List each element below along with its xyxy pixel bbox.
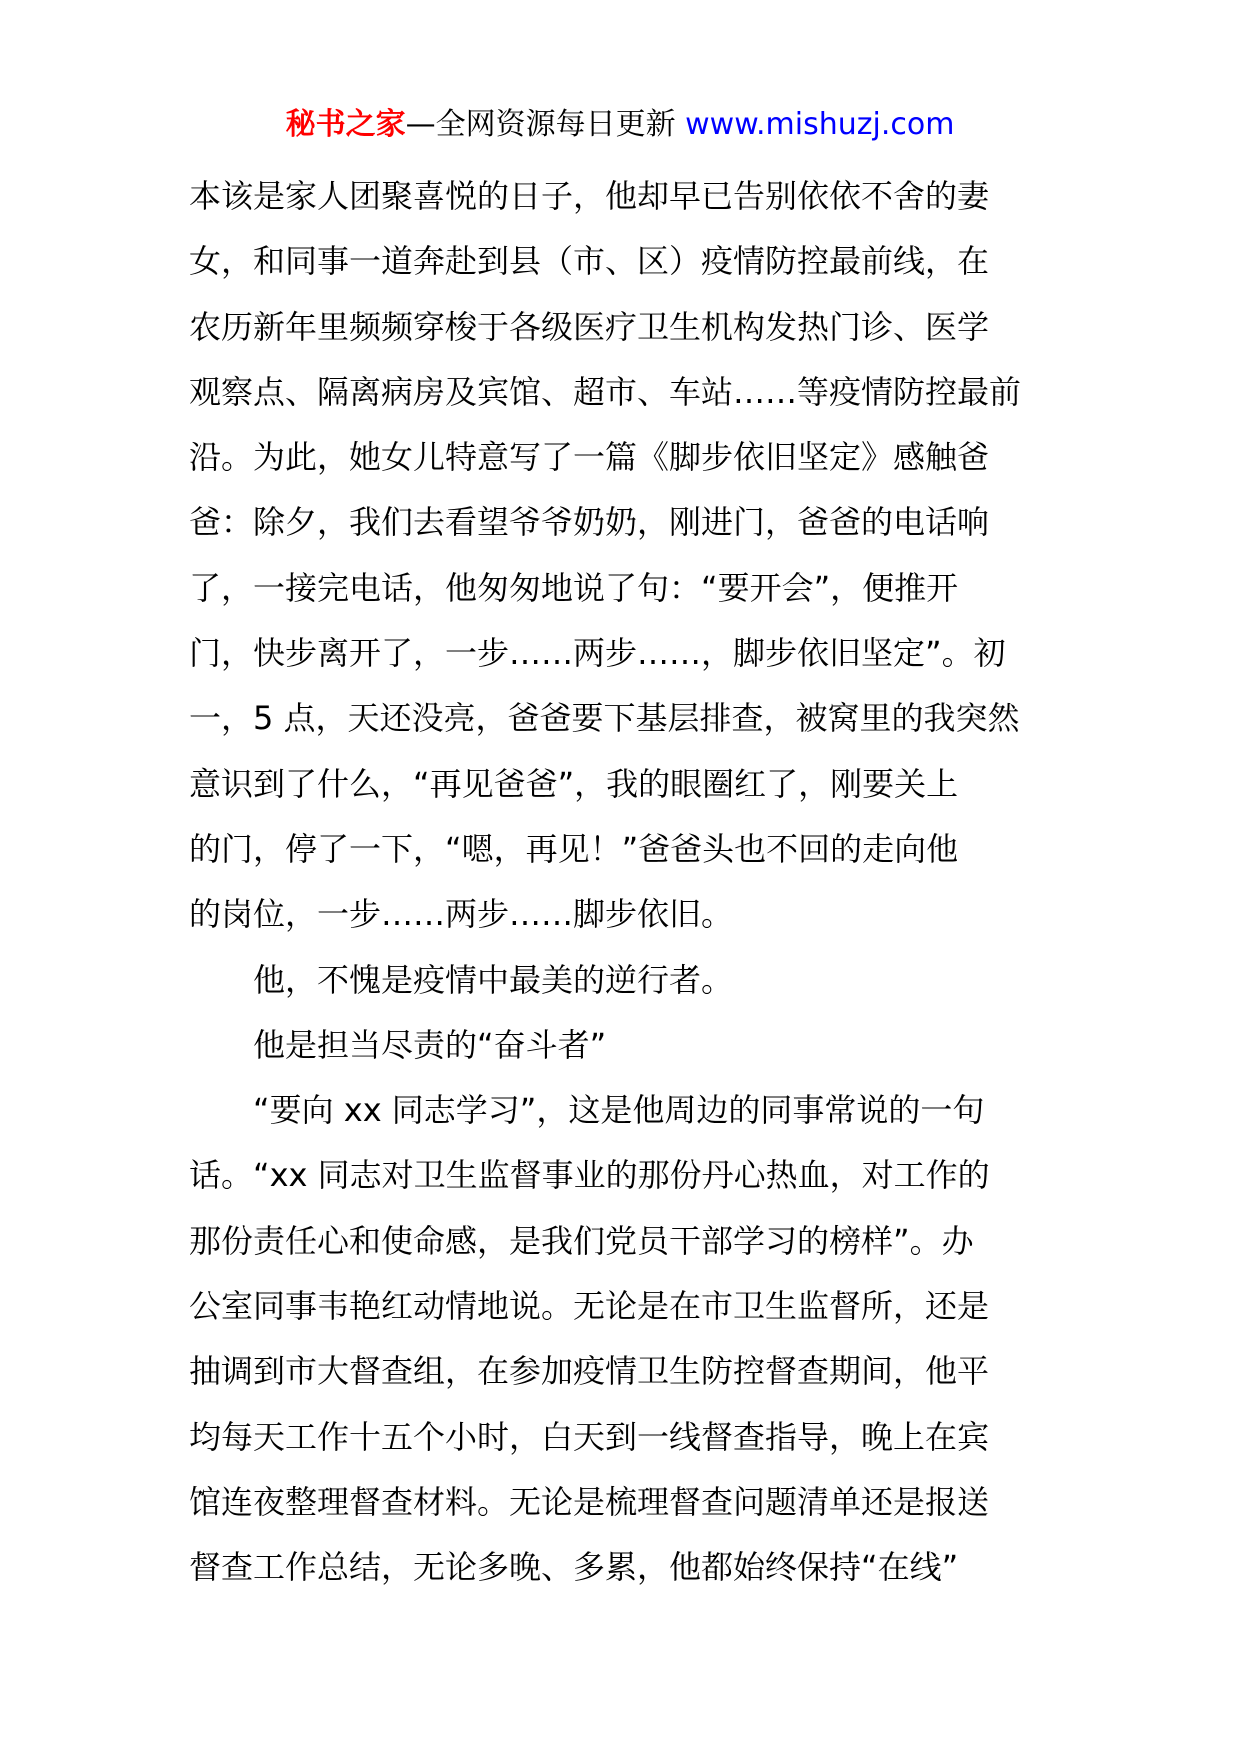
page-header [0,103,1240,147]
site-url-link[interactable]: www.mishuzj.com [685,107,955,142]
text-line: 观察点、隔离病房及宾馆、超市、车站……等疫情防控最前 [189,372,1022,411]
text-line: 他是担当尽责的“奋斗者” [253,1025,607,1064]
text-line: 农历新年里频频穿梭于各级医疗卫生机构发热门诊、医学 [189,307,990,346]
text-line: 沿。为此，她女儿特意写了一篇《脚步依旧坚定》感触爸 [189,438,990,477]
text-line: 话。“xx 同志对卫生监督事业的那份丹心热血，对工作的 [189,1156,990,1195]
text-line: 馆连夜整理督查材料。无论是梳理督查问题清单还是报送 [189,1482,990,1521]
text-line: 那份责任心和使命感，是我们党员干部学习的榜样”。办 [189,1221,974,1260]
text-line: 抽调到市大督查组，在参加疫情卫生防控督查期间，他平 [189,1352,990,1391]
text-line: 的岗位，一步……两步……脚步依旧。 [189,895,734,934]
text-line: 爸：除夕，我们去看望爷爷奶奶，刚进门，爸爸的电话响 [189,503,990,542]
document-body [189,164,1059,1601]
text-line: 他，不愧是疫情中最美的逆行者。 [253,960,734,999]
text-line: 门，快步离开了，一步……两步……，脚步依旧坚定”。初 [189,634,1006,673]
header-tagline: —全网资源每日更新 [405,107,676,142]
text-line: 女，和同事一道奔赴到县（市、区）疫情防控最前线，在 [189,242,990,281]
text-line: 意识到了什么，“再见爸爸”，我的眼圈红了，刚要关上 [189,764,959,803]
text-line: 一，5 点，天还没亮，爸爸要下基层排查，被窝里的我突然 [189,699,1020,738]
text-line: 均每天工作十五个小时，白天到一线督查指导，晚上在宾 [189,1417,990,1456]
text-line: 的门，停了一下，“嗯，再见！”爸爸头也不回的走向他 [189,829,959,868]
text-line: “要向 xx 同志学习”，这是他周边的同事常说的一句 [253,1091,985,1130]
text-line: 督查工作总结，无论多晚、多累，他都始终保持“在线” [189,1548,959,1587]
text-line: 公室同事韦艳红动情地说。无论是在市卫生监督所，还是 [189,1287,990,1326]
text-line: 了，一接完电话，他匆匆地说了句：“要开会”，便推开 [189,568,959,607]
brand-name: 秘书之家 [285,107,406,142]
text-line: 本该是家人团聚喜悦的日子，他却早已告别依依不舍的妻 [189,177,990,215]
